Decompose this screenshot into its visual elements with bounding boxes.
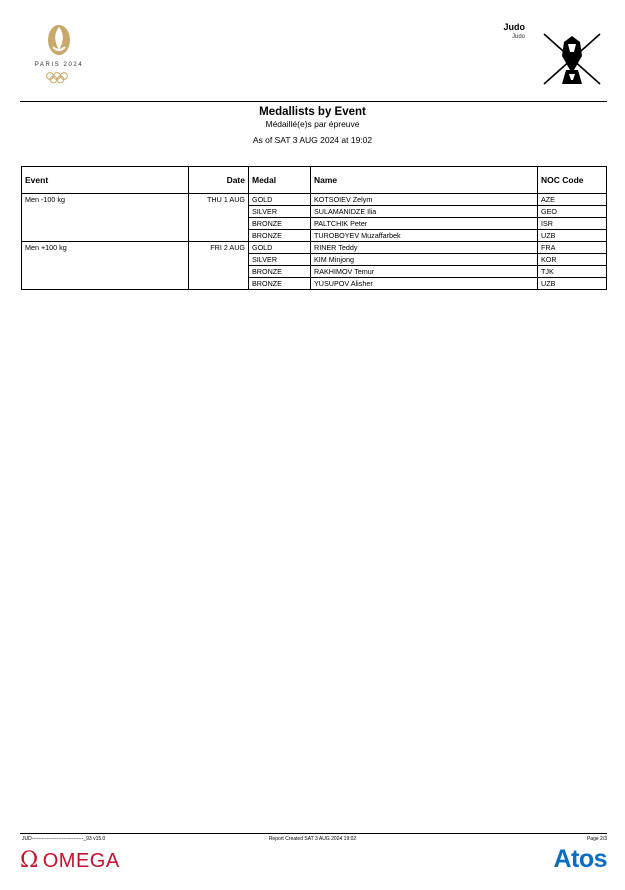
table-row: [22, 242, 607, 254]
name-cell: YUSUPOV Alisher: [311, 278, 538, 290]
sport-name-fr: Judo: [511, 34, 525, 40]
noc-cell: GEO: [538, 206, 607, 218]
sport-name-en: Judo: [503, 22, 525, 32]
event-cell: Men +100 kg: [22, 242, 189, 290]
atos-logo: Atos: [553, 845, 607, 873]
medal-cell: BRONZE: [249, 218, 311, 230]
name-cell: RAKHIMOV Temur: [311, 266, 538, 278]
medal-cell: SILVER: [249, 254, 311, 266]
noc-cell: AZE: [538, 194, 607, 206]
omega-logo: [20, 848, 120, 873]
table-row: [22, 194, 607, 206]
name-cell: PALTCHIK Peter: [311, 218, 538, 230]
footer-divider: [20, 833, 607, 834]
medal-cell: BRONZE: [249, 230, 311, 242]
date-cell: THU 1 AUG: [189, 194, 249, 242]
name-cell: KOTSOIEV Zelym: [311, 194, 538, 206]
event-cell: Men -100 kg: [22, 194, 189, 242]
col-event-header: Event: [22, 167, 189, 194]
noc-cell: TJK: [538, 266, 607, 278]
report-created: Report Created SAT 3 AUG 2024 19:02: [268, 836, 357, 842]
noc-cell: ISR: [538, 218, 607, 230]
col-medal-header: Medal: [249, 167, 311, 194]
noc-cell: KOR: [538, 254, 607, 266]
noc-cell: UZB: [538, 230, 607, 242]
page-number: Page 2/3: [586, 836, 607, 842]
document-title: [0, 106, 625, 145]
medal-cell: BRONZE: [249, 266, 311, 278]
date-cell: FRI 2 AUG: [189, 242, 249, 290]
sport-title: [504, 22, 526, 40]
col-date-header: Date: [189, 167, 249, 194]
paris-2024-logo: [23, 18, 95, 94]
medal-cell: SILVER: [249, 206, 311, 218]
paris-logo-text: PARIS 2024: [34, 62, 84, 68]
name-cell: KIM Minjong: [311, 254, 538, 266]
noc-cell: FRA: [538, 242, 607, 254]
header-divider: [20, 101, 607, 102]
medal-cell: GOLD: [249, 194, 311, 206]
title-sub: Médaillé(e)s par épreuve: [265, 119, 360, 129]
as-of-date: As of SAT 3 AUG 2024 at 19:02: [252, 135, 373, 145]
col-name-header: Name: [311, 167, 538, 194]
col-noc-header: NOC Code: [538, 167, 607, 194]
medallists-table: [21, 166, 607, 290]
name-cell: TUROBOYEV Muzaffarbek: [311, 230, 538, 242]
name-cell: SULAMANIDZE Ilia: [311, 206, 538, 218]
report-code: JUD-------------------------------_93 v15.0: [22, 836, 106, 842]
omega-wordmark: OMEGA: [42, 850, 120, 872]
name-cell: RINER Teddy: [311, 242, 538, 254]
judo-pictogram-icon: [540, 30, 604, 88]
medal-cell: BRONZE: [249, 278, 311, 290]
title-main: Medallists by Event: [259, 106, 366, 118]
table-header-row: [22, 167, 607, 194]
medal-cell: GOLD: [249, 242, 311, 254]
noc-cell: UZB: [538, 278, 607, 290]
omega-symbol-icon: Ω: [20, 848, 39, 873]
